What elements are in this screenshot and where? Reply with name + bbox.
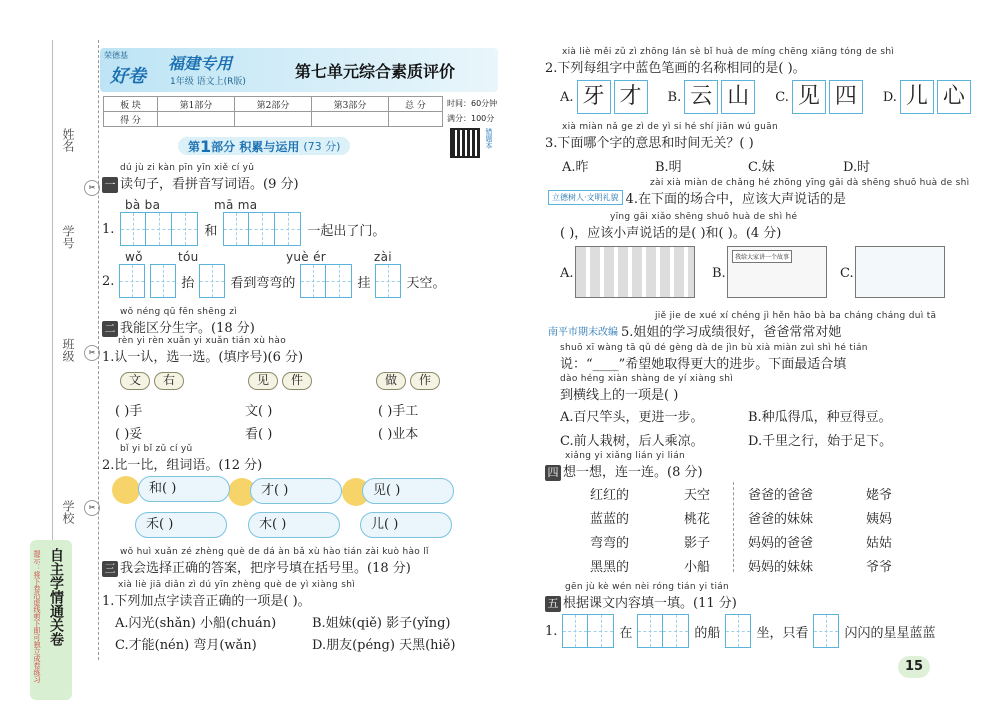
score-table bbox=[103, 96, 443, 127]
pinyin: dú jù zi kàn pīn yīn xiě cí yǔ bbox=[120, 163, 255, 173]
leaf-char: 件 bbox=[282, 372, 312, 390]
page-title: 第七单元综合素质评价 bbox=[295, 62, 456, 81]
score-cell[interactable] bbox=[311, 112, 388, 127]
match-item[interactable]: 爸爸的爸爸 bbox=[748, 488, 814, 503]
part-heading: 第 1 部分 积累与运用 (73 分) bbox=[178, 137, 350, 155]
full-score-label: 满分：100分 bbox=[447, 114, 495, 123]
leaf-char: 文 bbox=[120, 372, 150, 390]
table-header: 第1部分 bbox=[158, 97, 235, 112]
section-mark: 四 bbox=[545, 465, 561, 481]
question-text: 2.比一比，组词语。(12 分) bbox=[102, 458, 263, 473]
fill-item[interactable]: ( )业本 bbox=[378, 427, 419, 442]
answer-box[interactable] bbox=[375, 264, 401, 298]
stroke-options bbox=[560, 80, 971, 114]
pinyin-box-group bbox=[120, 212, 198, 246]
leaf-char: 做 bbox=[376, 372, 406, 390]
match-item[interactable]: 妈妈的妹妹 bbox=[748, 560, 814, 575]
leaf-pair bbox=[248, 372, 312, 390]
library-illustration bbox=[575, 246, 695, 298]
question-text: 2.下列每组字中蓝色笔画的名称相同的是( )。 bbox=[545, 61, 806, 76]
match-item[interactable]: 桃花 bbox=[684, 512, 711, 527]
word-pill[interactable]: 禾( ) bbox=[135, 512, 227, 538]
bee-icon bbox=[112, 476, 140, 504]
option-a: A. 牙 才 bbox=[560, 80, 648, 114]
match-item[interactable]: 小船 bbox=[684, 560, 711, 575]
fill-line: 2. 抬 看到弯弯的 挂 天空。 bbox=[102, 264, 445, 298]
grade-label: 1年级 语文上(R版) bbox=[170, 77, 246, 87]
leaf-char: 见 bbox=[248, 372, 278, 390]
table-header: 板 块 bbox=[104, 97, 158, 112]
section-heading: 二 我能区分生字。(18 分) bbox=[102, 317, 255, 337]
question-text: 4.在下面的场合中，应该大声说话的是 立德树人·文明礼貌 bbox=[545, 188, 846, 207]
edition-label: 福建专用 bbox=[168, 54, 233, 73]
section-mark: 一 bbox=[102, 177, 118, 193]
section-heading: 四 想一想，连一连。(8 分) bbox=[545, 461, 703, 481]
answer-box[interactable] bbox=[663, 614, 689, 648]
char-box: 儿 bbox=[900, 80, 934, 114]
match-item[interactable]: 爷爷 bbox=[866, 560, 893, 575]
option-c: C. 见 四 bbox=[775, 80, 863, 114]
brand-label: 荣德基 bbox=[104, 51, 128, 60]
answer-box[interactable] bbox=[150, 264, 176, 298]
answer-box[interactable] bbox=[119, 264, 145, 298]
option-b: B. 云 山 bbox=[668, 80, 756, 114]
qr-code bbox=[450, 128, 480, 158]
leaf-char: 作 bbox=[410, 372, 440, 390]
match-item[interactable]: 影子 bbox=[684, 536, 711, 551]
pinyin-box-group bbox=[223, 212, 301, 246]
answer-box[interactable] bbox=[300, 264, 326, 298]
char-box: 四 bbox=[829, 80, 863, 114]
match-item[interactable]: 姥爷 bbox=[866, 488, 893, 503]
answer-box[interactable] bbox=[249, 212, 275, 246]
answer-box[interactable] bbox=[725, 614, 751, 648]
banner-title: 自主学情通关卷 bbox=[48, 548, 64, 646]
match-item[interactable]: 红红的 bbox=[590, 488, 630, 503]
part-number: 1 bbox=[200, 136, 212, 156]
fill-item[interactable]: ( )手工 bbox=[378, 404, 419, 419]
match-item[interactable]: 姨妈 bbox=[866, 512, 893, 527]
option-c[interactable]: C.妹 bbox=[748, 160, 775, 175]
answer-box[interactable] bbox=[223, 212, 249, 246]
option-d[interactable]: D.朋友(péng) 天黑(hiě) bbox=[312, 638, 456, 653]
match-item[interactable]: 姑姑 bbox=[866, 536, 893, 551]
option-b[interactable]: B.种瓜得瓜，种豆得豆。 bbox=[748, 410, 892, 425]
header bbox=[100, 48, 498, 92]
section-mark: 三 bbox=[102, 561, 118, 577]
answer-box[interactable] bbox=[172, 212, 198, 246]
option-b[interactable]: B.明 bbox=[655, 160, 682, 175]
match-item[interactable]: 妈妈的爸爸 bbox=[748, 536, 814, 551]
option-d[interactable]: D.时 bbox=[843, 160, 871, 175]
option-d[interactable]: D.千里之行，始于足下。 bbox=[748, 434, 893, 449]
score-cell[interactable] bbox=[388, 112, 442, 127]
answer-box[interactable] bbox=[275, 212, 301, 246]
fill-item[interactable]: 看( ) bbox=[245, 427, 273, 442]
match-item[interactable]: 爸爸的妹妹 bbox=[748, 512, 814, 527]
section-mark: 二 bbox=[102, 321, 118, 337]
name-label: 姓名 bbox=[61, 128, 75, 152]
word-pill[interactable]: 见( ) bbox=[362, 478, 454, 504]
answer-box[interactable] bbox=[146, 212, 172, 246]
classroom-illustration bbox=[727, 246, 827, 298]
table-header: 第2部分 bbox=[234, 97, 311, 112]
option-a[interactable]: A.昨 bbox=[562, 160, 589, 175]
school-label: 学校 bbox=[61, 500, 75, 524]
fill-item[interactable]: ( )手 bbox=[115, 404, 143, 419]
option-c[interactable]: C.前人栽树，后人乘凉。 bbox=[560, 434, 704, 449]
answer-box[interactable] bbox=[120, 212, 146, 246]
score-row-label: 得 分 bbox=[104, 112, 158, 127]
banner bbox=[30, 540, 72, 700]
section-mark: 五 bbox=[545, 596, 561, 612]
banner-sub: 提示：将下卷沿虚线剪下即可独立成卷练习 bbox=[33, 550, 41, 683]
question-text: 到横线上的一项是( ) bbox=[560, 388, 679, 403]
lecture-illustration bbox=[855, 246, 945, 298]
logo: 好卷 bbox=[110, 66, 146, 87]
match-item[interactable]: 弯弯的 bbox=[590, 536, 630, 551]
question-text: 1.认一认，选一选。(填序号)(6 分) bbox=[102, 350, 304, 365]
match-item[interactable]: 天空 bbox=[684, 488, 711, 503]
fill-line: 1. 和 一起出了门。 bbox=[102, 212, 385, 246]
word-pill[interactable]: 儿( ) bbox=[360, 512, 452, 538]
question-text: 说：“____”希望她取得更大的进步。下面最适合填 bbox=[560, 357, 847, 372]
table-header: 第3部分 bbox=[311, 97, 388, 112]
char-box: 才 bbox=[614, 80, 648, 114]
table-header: 总 分 bbox=[388, 97, 442, 112]
answer-box[interactable] bbox=[588, 614, 614, 648]
option-c[interactable]: C.才能(nén) 弯月(wǎn) bbox=[115, 638, 257, 653]
score-cell[interactable] bbox=[158, 112, 235, 127]
answer-box[interactable] bbox=[637, 614, 663, 648]
section-heading: 五 根据课文内容填一填。(11 分) bbox=[545, 592, 737, 612]
section-heading: 一 读句子，看拼音写词语。(9 分) bbox=[102, 173, 299, 193]
answer-box[interactable] bbox=[813, 614, 839, 648]
char-box: 云 bbox=[684, 80, 718, 114]
time-label: 时间：60分钟 bbox=[447, 99, 498, 108]
word-pill[interactable]: 才( ) bbox=[250, 478, 342, 504]
scissors-icon: ✂ bbox=[84, 500, 100, 516]
leaf-pair bbox=[120, 372, 184, 390]
fill-item[interactable]: 文( ) bbox=[245, 404, 273, 419]
answer-box[interactable] bbox=[326, 264, 352, 298]
scissors-icon: ✂ bbox=[84, 345, 100, 361]
page-number: 15 bbox=[898, 656, 930, 678]
scissors-icon: ✂ bbox=[84, 180, 100, 196]
char-box: 心 bbox=[937, 80, 971, 114]
option-b[interactable]: B.姐妹(qiě) 影子(yǐng) bbox=[312, 616, 451, 631]
answer-box[interactable] bbox=[199, 264, 225, 298]
question-text: 南平市期末改编 5.姐姐的学习成绩很好，爸爸常常对她 bbox=[548, 325, 842, 340]
question-text: ( )，应该小声说话的是( )和( )。(4 分) bbox=[560, 226, 782, 241]
binding-spine bbox=[0, 0, 98, 711]
match-item[interactable]: 黑黑的 bbox=[590, 560, 630, 575]
char-box: 牙 bbox=[577, 80, 611, 114]
char-box: 见 bbox=[792, 80, 826, 114]
fill-line: 1. 在 的船 坐，只看 闪闪的星星蓝蓝 bbox=[545, 614, 935, 648]
divider bbox=[733, 482, 734, 572]
section-heading: 三 我会选择正确的答案，把序号填在括号里。(18 分) bbox=[102, 557, 411, 577]
leaf-pair bbox=[376, 372, 440, 390]
qr-label: 错题本 bbox=[485, 128, 493, 149]
match-item[interactable]: 蓝蓝的 bbox=[590, 512, 630, 527]
board-text: 我给大家讲一个故事 bbox=[732, 250, 792, 263]
question-text: 3.下面哪个字的意思和时间无关？( ) bbox=[545, 136, 754, 151]
option-a[interactable]: A.闪光(shǎn) 小船(chuán) bbox=[115, 616, 277, 631]
fill-item[interactable]: ( )妥 bbox=[115, 427, 143, 442]
option-a[interactable]: A.百尺竿头，更进一步。 bbox=[560, 410, 704, 425]
student-id-label: 学号 bbox=[61, 225, 75, 249]
char-box: 山 bbox=[721, 80, 755, 114]
score-cell[interactable] bbox=[234, 112, 311, 127]
tag-badge: 立德树人·文明礼貌 bbox=[548, 190, 623, 205]
leaf-char: 右 bbox=[154, 372, 184, 390]
option-d: D. 儿 心 bbox=[883, 80, 971, 114]
question-text: 1.下列加点字读音正确的一项是( )。 bbox=[102, 594, 311, 609]
answer-box[interactable] bbox=[562, 614, 588, 648]
word-pill[interactable]: 木( ) bbox=[248, 512, 340, 538]
class-label: 班级 bbox=[61, 338, 75, 362]
word-pill[interactable]: 和( ) bbox=[138, 476, 230, 502]
tag-badge: 南平市期末改编 bbox=[548, 327, 618, 338]
